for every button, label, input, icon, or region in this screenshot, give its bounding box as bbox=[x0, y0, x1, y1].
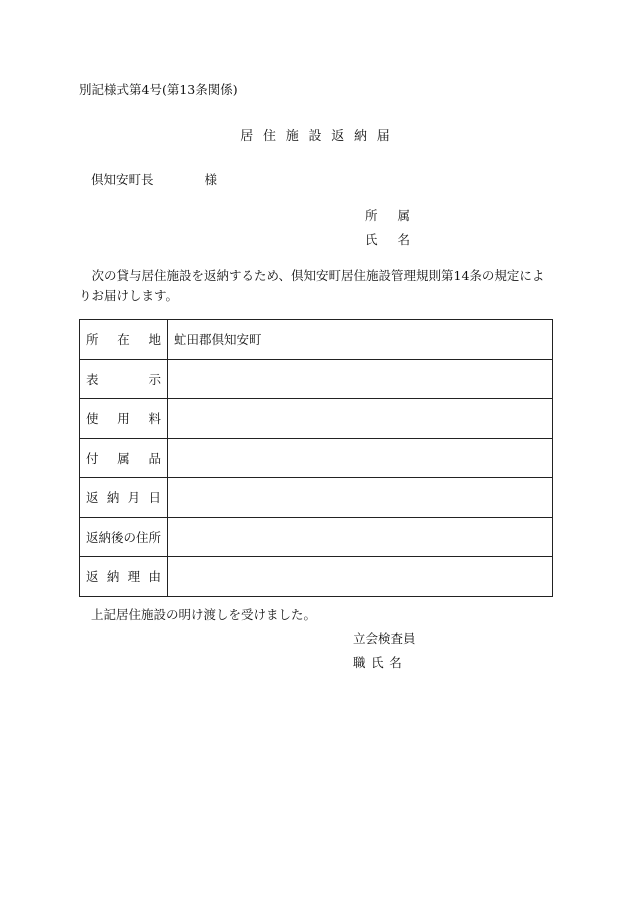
table-row bbox=[80, 438, 553, 478]
inspector-title-label: 立会検査員 bbox=[353, 631, 416, 646]
inspector-name bbox=[353, 653, 407, 671]
row-label-accessories: 付属品 bbox=[80, 438, 168, 478]
row-value-accessories[interactable] bbox=[168, 438, 553, 478]
row-label-return-date: 返納月日 bbox=[80, 478, 168, 518]
table-row bbox=[80, 399, 553, 439]
addressee-name: 倶知安町長 bbox=[91, 172, 154, 187]
return-info-table bbox=[79, 319, 553, 597]
table-row bbox=[80, 478, 553, 518]
affiliation-label: 所属 bbox=[365, 208, 431, 223]
table-row bbox=[80, 517, 553, 557]
table-row bbox=[80, 557, 553, 597]
row-value-display[interactable] bbox=[168, 359, 553, 399]
table-row bbox=[80, 359, 553, 399]
row-value-return-date[interactable] bbox=[168, 478, 553, 518]
row-label-return-reason: 返納理由 bbox=[80, 557, 168, 597]
row-value-location[interactable]: 虻田郡倶知安町 bbox=[168, 320, 553, 360]
form-reference: 別記様式第4号(第13条関係) bbox=[79, 82, 238, 97]
document-title: 居住施設返納届 bbox=[240, 129, 400, 144]
inspector-title bbox=[353, 629, 416, 647]
name-label: 氏名 bbox=[365, 232, 431, 247]
position-name-label: 職氏名 bbox=[353, 655, 408, 670]
addressee-honorific: 様 bbox=[204, 172, 218, 187]
row-label-new-address: 返納後の住所 bbox=[80, 517, 168, 557]
applicant-name bbox=[365, 230, 430, 248]
applicant-affiliation bbox=[365, 206, 430, 224]
body-text: 次の貸与居住施設を返納するため、倶知安町居住施設管理規則第14条の規定によりお届けします。 bbox=[79, 268, 545, 303]
row-value-new-address[interactable] bbox=[168, 517, 553, 557]
confirmation-text: 上記居住施設の明け渡しを受けました。 bbox=[91, 607, 317, 622]
row-value-return-reason[interactable] bbox=[168, 557, 553, 597]
addressee-line bbox=[91, 170, 217, 188]
table-row bbox=[80, 320, 553, 360]
row-label-location: 所在地 bbox=[80, 320, 168, 360]
row-label-fee: 使用料 bbox=[80, 399, 168, 439]
row-value-fee[interactable] bbox=[168, 399, 553, 439]
row-label-display: 表示 bbox=[80, 359, 168, 399]
